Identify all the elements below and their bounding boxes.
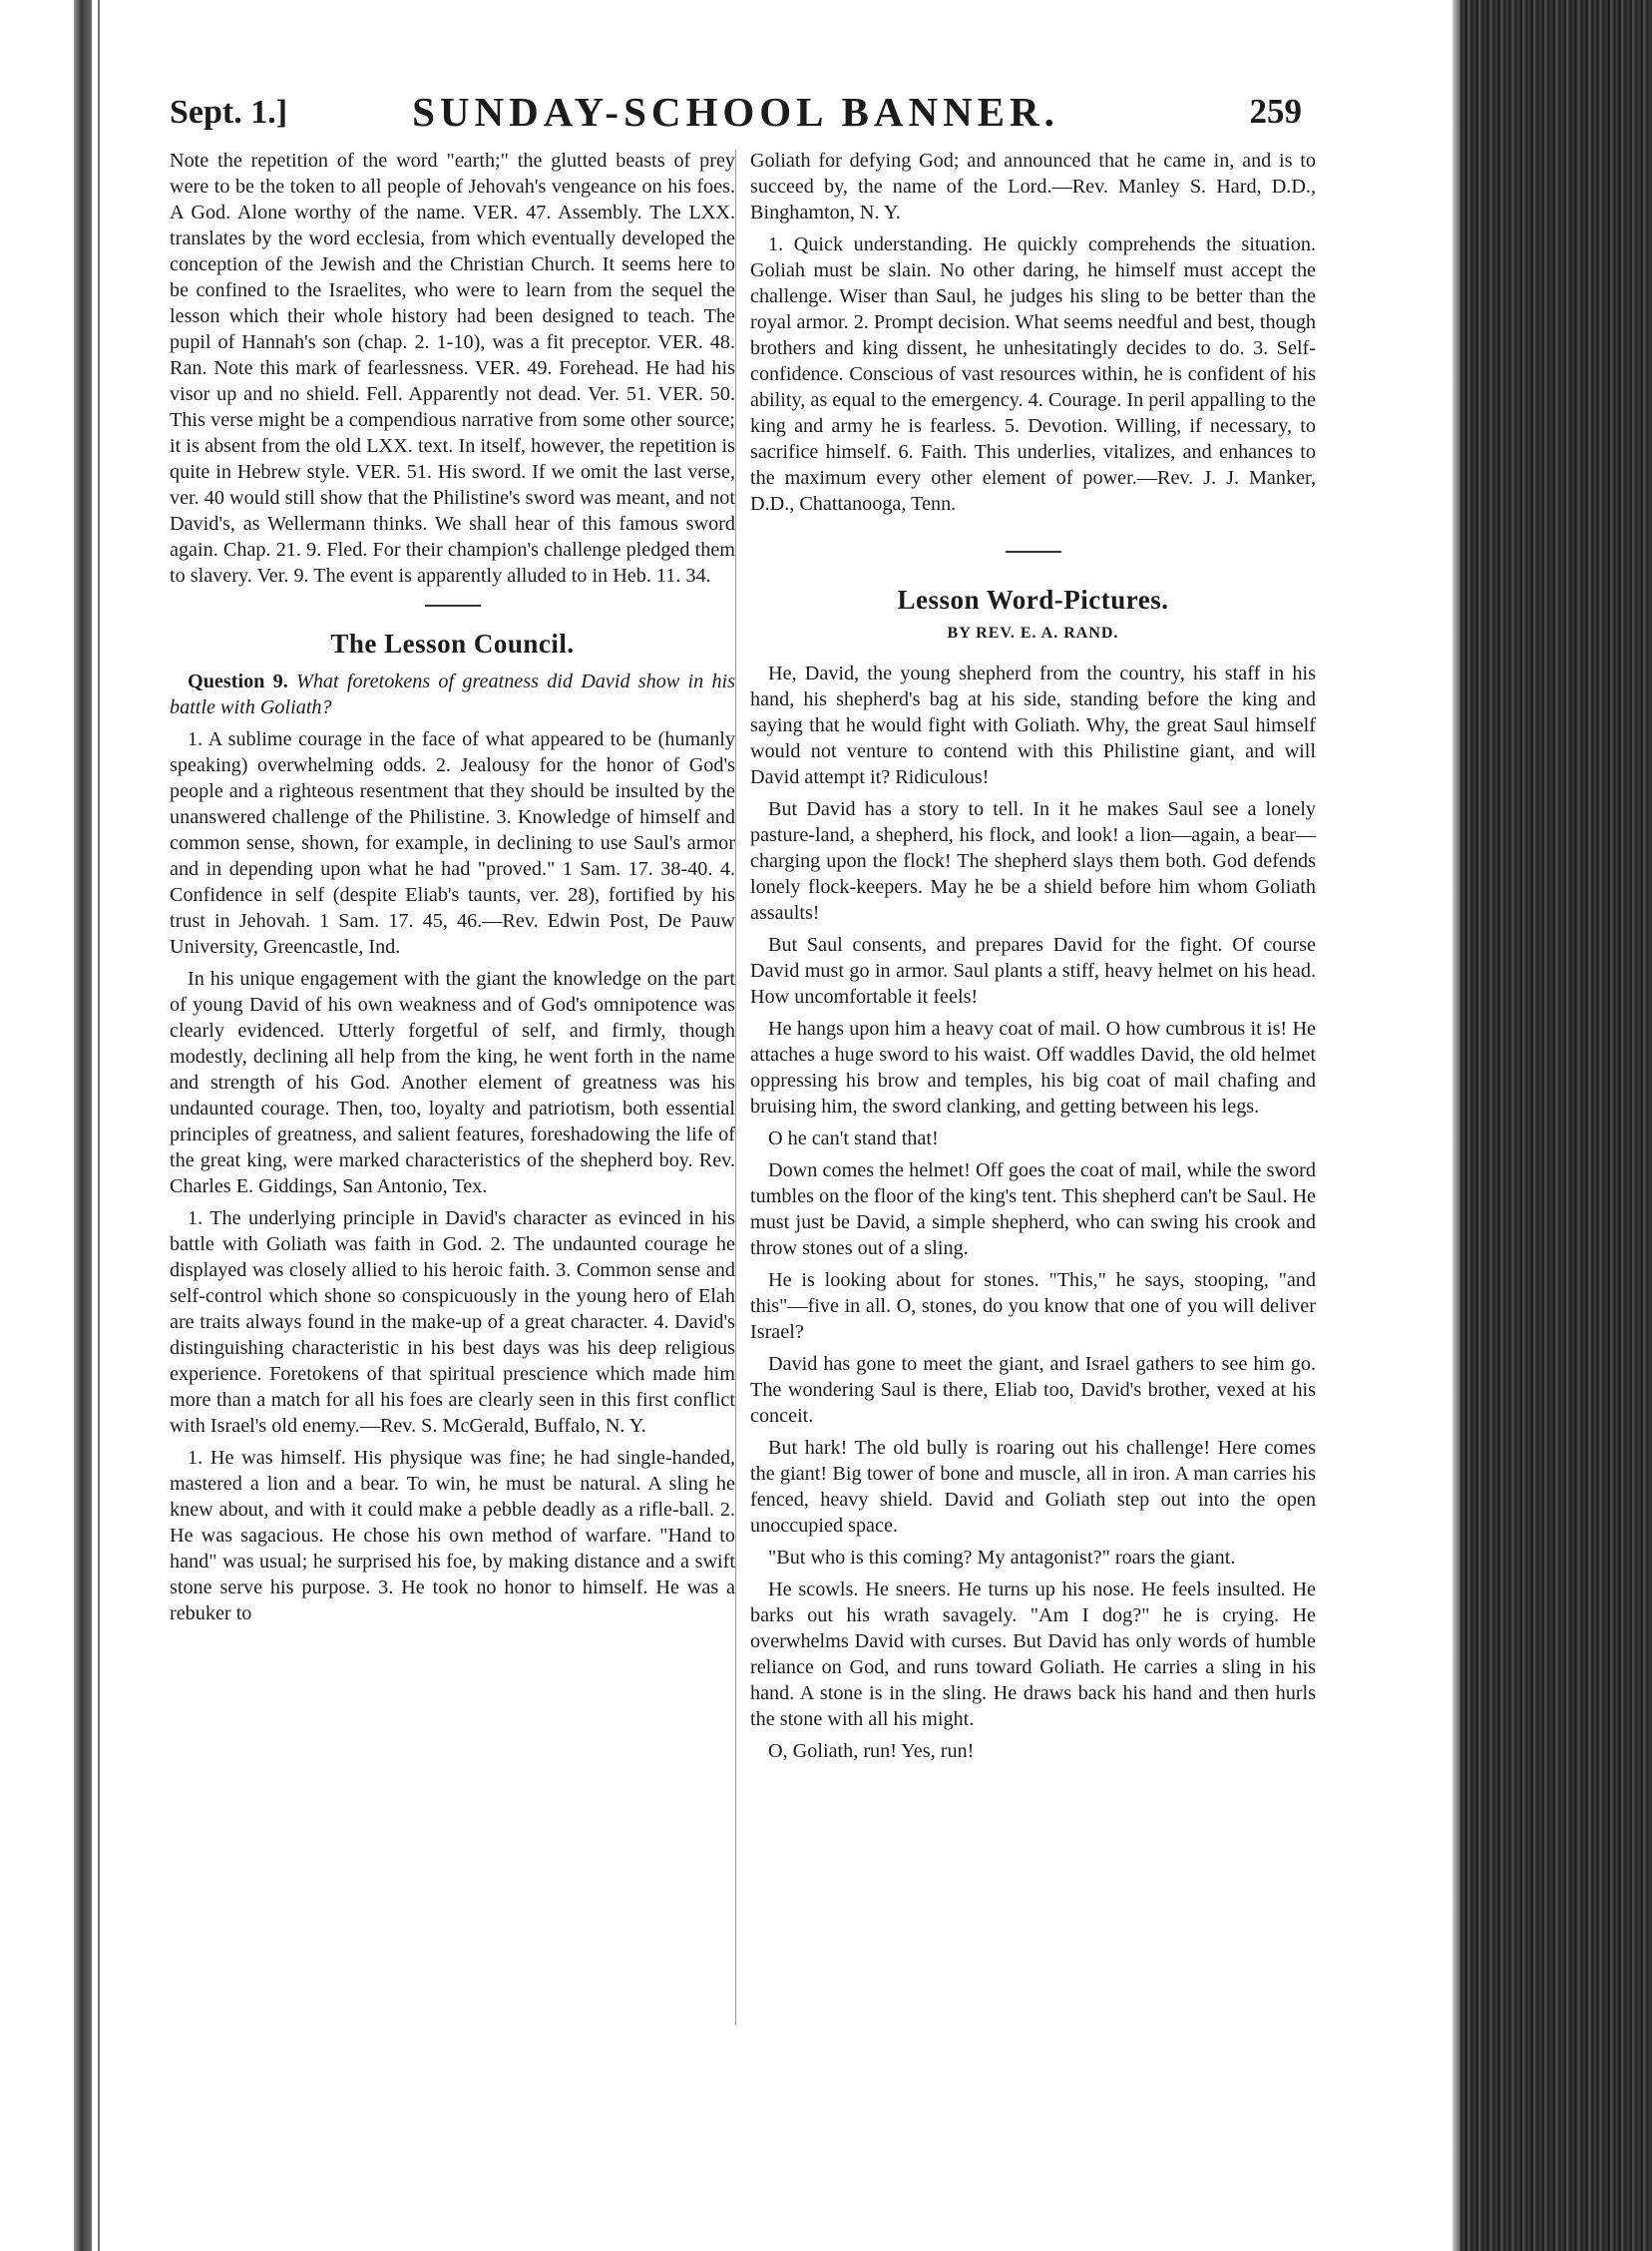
question-label: Question 9. (188, 671, 288, 692)
lesson-council-title: The Lesson Council. (330, 629, 575, 659)
header-date: Sept. 1.] (170, 94, 288, 131)
section-divider (1006, 551, 1061, 553)
book-spine-shadow (74, 0, 92, 2251)
story-paragraph: "But who is this coming? My antagonist?" roars the giant. (768, 1547, 1236, 1569)
story-paragraph: He scowls. He sneers. He turns up his nose. He feels insulted. He barks out his wrath savagely. "Am I dog?" he is crying. He overwhelms David with curses. But David has only words of humble reliance on God, and runs toward Goliath. He carries a sling in his hand. A stone is in the sling. He draws back his hand and then hurls the stone with all his might. (750, 1578, 1316, 1730)
continuation-paragraph: Goliath for defying God; and announced that he came in, and is to succeed by, the name of the Lord.—Rev. Manley S. Hard, D.D., Binghamton, N. Y. (750, 150, 1316, 224)
story-paragraph: He hangs upon him a heavy coat of mail. O how cumbrous it is! He attaches a huge sword to his waist. Off waddles David, the old helmet oppressing his brow and temples, his big coat of mail chafing and bruising him, the sword clanking, and getting between his legs. (750, 1018, 1316, 1118)
story-paragraph: But Saul consents, and prepares David for the fight. Of course David must go in armor. Saul plants a stiff, heavy helmet on his head. How uncomfortable it feels! (750, 934, 1316, 1008)
page-header (170, 88, 1302, 140)
answer-paragraph: In his unique engagement with the giant the knowledge on the part of young David of his own weakness and of God's omnipotence was clearly evidenced. Utterly forgetful of self, and firmly, though modestly, declining all help from the king, he went forth in the name and strength of his God. Another element of greatness was his undaunted courage. Then, too, loyalty and patriotism, both essential principles of greatness, and salient features, foreshadowing the life of the great king, were marked characteristics of the shepherd boy. Rev. Charles E. Giddings, San Antonio, Tex. (170, 968, 735, 1197)
word-pictures-title: Lesson Word-Pictures. (897, 585, 1169, 615)
answer-paragraph: 1. A sublime courage in the face of what appeared to be (humanly speaking) overwhelming odds. 2. Jealousy for the honor of God's people and a righteous resentment that they should be insulted by the unanswered challenge of the Philistine. 3. Knowledge of himself and common sense, shown, for example, in declining to use Saul's armor and in depending upon what he had "proved." 1 Sam. 17. 38-40. 4. Confidence in self (despite Eliab's taunts, ver. 28), fortified by his trust in Jehovah. 1 Sam. 17. 45, 46.—Rev. Edwin Post, De Pauw University, Greencastle, Ind. (170, 728, 735, 958)
story-paragraph: Down comes the helmet! Off goes the coat of mail, while the sword tumbles on the floor of the king's tent. This shepherd can't be Saul. He must just be David, a simple shepherd, who can swing his crook and throw stones out of a sling. (750, 1159, 1316, 1259)
answer-paragraph: 1. Quick understanding. He quickly comprehends the situation. Goliah must be slain. No other daring, he himself must accept the challenge. Wiser than Saul, he judges his sling to be better than the royal armor. 2. Prompt decision. What seems needful and best, though brothers and king dissent, he unhesitatingly decides to do. 3. Self-confidence. Conscious of vast resources within, he is confident of his ability, as equal to the emergency. 4. Courage. In peril appalling to the king and army he is fearless. 5. Devotion. Willing, if necessary, to sacrifice himself. 6. Faith. This underlies, vitalizes, and enhances to the maximum every other element of power.—Rev. J. J. Manker, D.D., Chattanooga, Tenn. (750, 233, 1317, 515)
column-divider (735, 150, 736, 2026)
question-text: What foretokens of greatness did David show in his battle with Goliath? (170, 671, 736, 718)
question (170, 669, 735, 720)
byline: BY REV. E. A. RAND. (947, 625, 1119, 642)
story-paragraph: But David has a story to tell. In it he makes Saul see a lonely pasture-land, a shepherd, his flock, and look! a lion—again, a bear—charging upon the flock! The shepherd slays them both. God defends lonely flock-keepers. May he be a shield before him whom Goliath assaults! (750, 798, 1316, 924)
right-column (750, 148, 1316, 1764)
story-paragraph: But hark! The old bully is roaring out his challenge! Here comes the giant! Big tower of bone and muscle, all in iron. A man carries his fenced, heavy shield. David and Goliath step out into the open unoccupied space. (750, 1437, 1316, 1537)
page-margin-line (98, 0, 100, 2251)
notes-paragraph: Note the repetition of the word "earth;" the glutted beasts of prey were to be the token to all people of Jehovah's vengeance on his foes. A God. Alone worthy of the name. VER. 47. Assembly. The LXX. translates by the word ecclesia, from which eventually developed the conception of the Jewish and the Christian Church. It seems here to be confined to the Israelites, who were to learn from the sequel the lesson which their whole history had been designed to teach. The pupil of Hannah's son (chap. 2. 1-10), was a fit preceptor. VER. 48. Ran. Note this mark of fearlessness. VER. 49. Forehead. He had his visor up and no shield. Fell. Apparently not dead. Ver. 51. VER. 50. This verse might be a compendious narrative from some other source; it is absent from the old LXX. text. In itself, however, the repetition is quite in Hebrew style. VER. 51. His sword. If we omit the last verse, ver. 40 would still show that the Philistine's sword was meant, and not David's, as Wellermann thinks. We shall hear of this famous sword again. Chap. 21. 9. Fled. For their champion's challenge pledged them to slavery. Ver. 9. The event is apparently alluded to in Heb. 11. 34. (170, 150, 735, 587)
story-paragraph: David has gone to meet the giant, and Israel gathers to see him go. The wondering Saul is there, Eliab too, David's brother, vexed at his conceit. (750, 1353, 1316, 1427)
section-divider (425, 605, 481, 607)
publication-title: SUNDAY-SCHOOL BANNER. (412, 89, 1059, 135)
page-number: 259 (1249, 92, 1302, 131)
story-paragraph: He is looking about for stones. "This," he says, stooping, "and this"—five in all. O, stones, do you know that one of you will deliver Israel? (750, 1269, 1316, 1343)
left-column (170, 148, 735, 1626)
story-paragraph: He, David, the young shepherd from the country, his staff in his hand, his shepherd's bag at his side, standing before the king and saying that he would fight with Goliath. Why, the great Saul himself would not venture to contend with this Philistine giant, and will David attempt it? Ridiculous! (750, 663, 1316, 788)
story-paragraph: O he can't stand that! (768, 1127, 939, 1149)
story-paragraph: O, Goliath, run! Yes, run! (768, 1740, 975, 1762)
page-stack-edge (1460, 0, 1652, 2251)
answer-paragraph: 1. He was himself. His physique was fine; he had single-handed, mastered a lion and a bear. To win, he must be natural. A sling he knew about, and with it could make a pebble deadly as a rifle-ball. 2. He was sagacious. He chose his own method of warfare. "Hand to hand" was usual; he surprised his foe, by making distance and a swift stone serve his purpose. 3. He took no honor to himself. He was a rebuker to (170, 1447, 735, 1624)
answer-paragraph: 1. The underlying principle in David's character as evinced in his battle with Goliath was faith in God. 2. The undaunted courage he displayed was closely allied to his heroic faith. 3. Common sense and self-control which shone so conspicuously in the young hero of Elah are traits always found in the make-up of a great character. 4. David's distinguishing characteristic in his best days was his deep religious experience. Foretokens of that spiritual prescience which made him more than a match for all his foes are clearly seen in this first conflict with Israel's old enemy.—Rev. S. McGerald, Buffalo, N. Y. (170, 1207, 735, 1437)
